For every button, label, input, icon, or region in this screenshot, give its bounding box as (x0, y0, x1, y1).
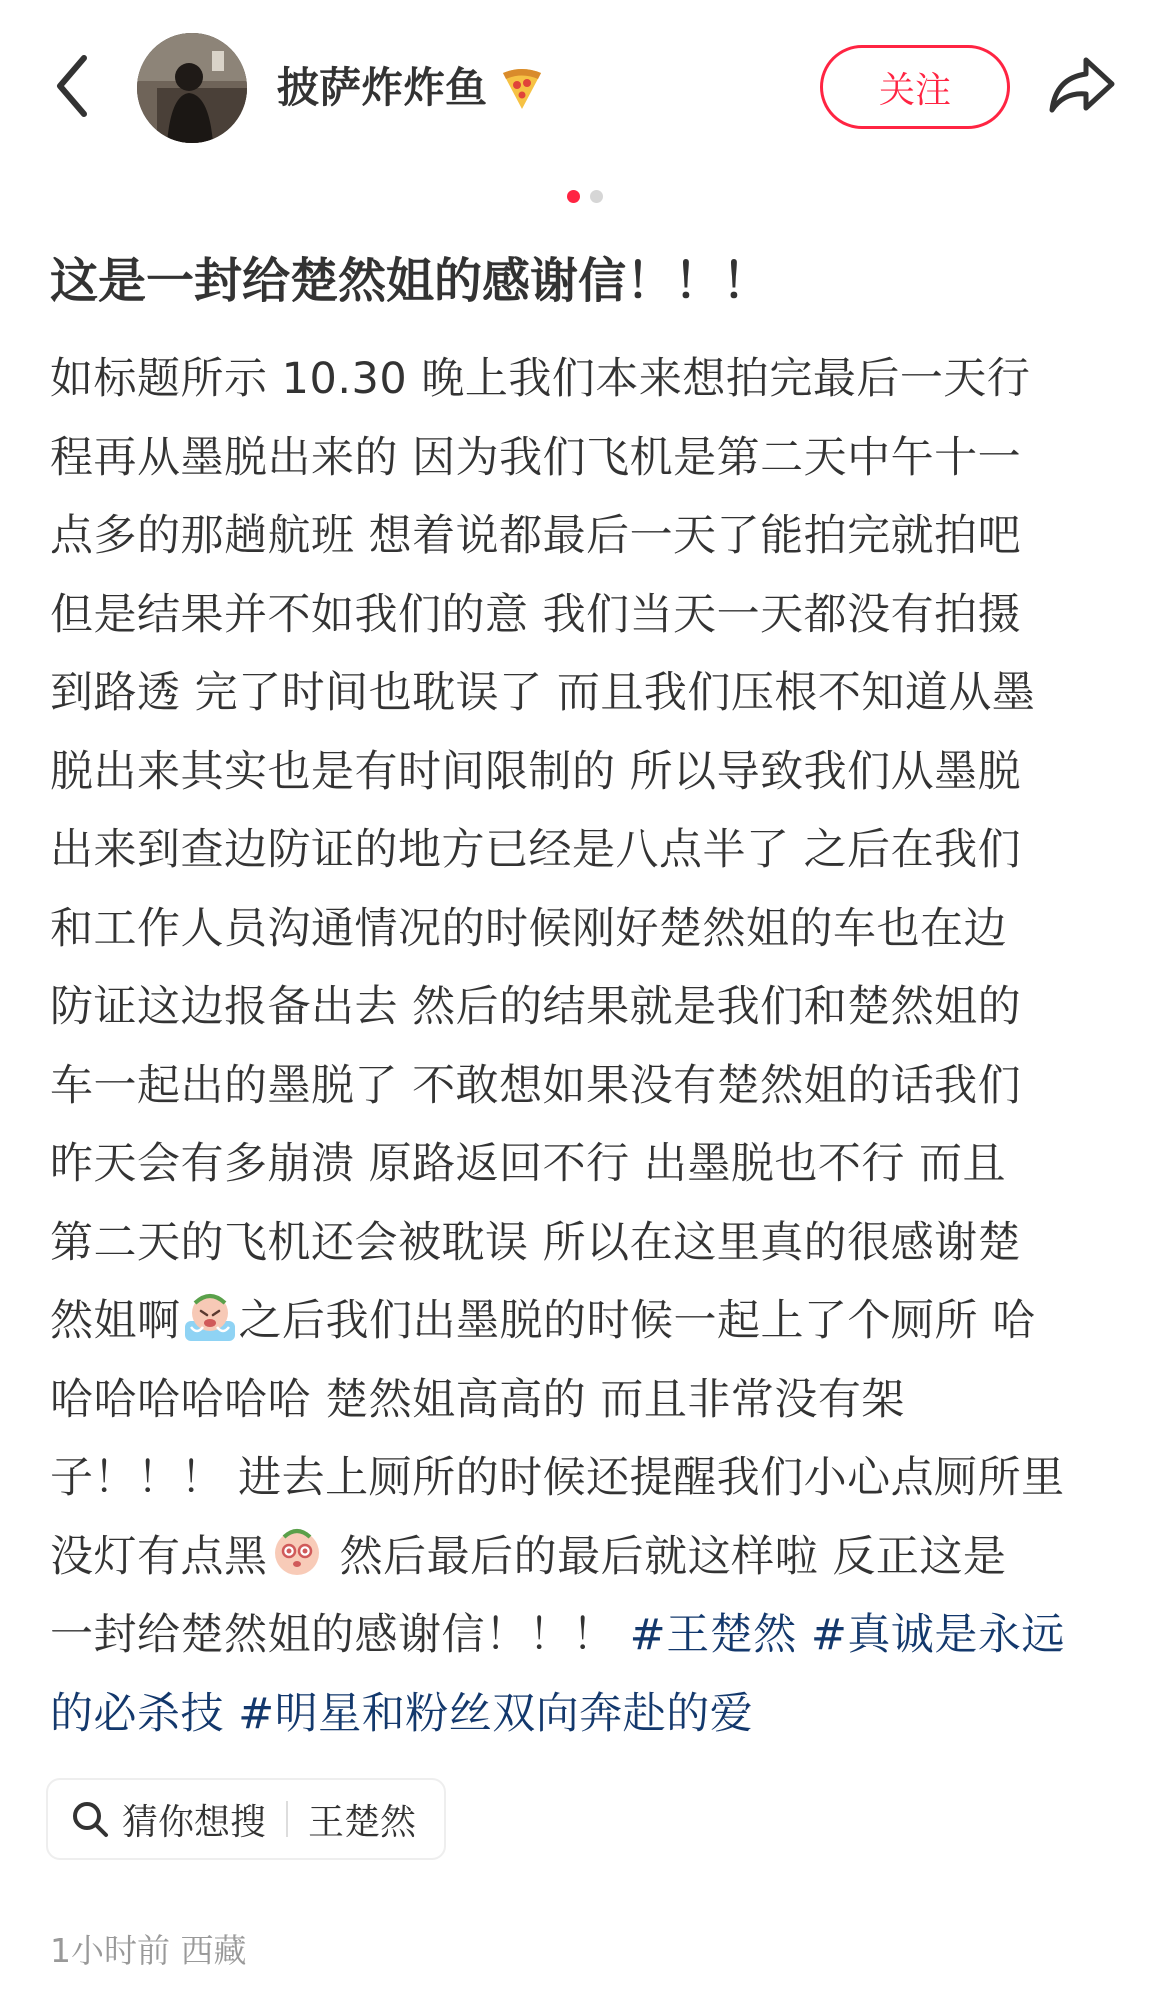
share-arrow-icon[interactable] (1046, 52, 1118, 118)
hashtag-link[interactable]: #明星和粉丝双向奔赴的爱 (238, 1688, 754, 1739)
body-line: 哈哈哈哈哈哈 楚然姐高高的 而且非常没有架 (50, 1374, 905, 1425)
divider (286, 1801, 288, 1837)
body-line: 点多的那趟航班 想着说都最后一天了能拍完就拍吧 (50, 511, 1022, 561)
post-title: 这是一封给楚然姐的感谢信！！！ (50, 253, 771, 309)
search-suggestion-keyword: 王楚然 (308, 1801, 417, 1843)
chevron-left-icon[interactable] (48, 50, 98, 122)
body-line: 子！！！ 进去上厕所的时候还提醒我们小心点厕所里 (50, 1453, 1065, 1503)
body-text: 没灯有点黑 (50, 1531, 268, 1582)
body-line: 昨天会有多崩溃 原路返回不行 出墨脱也不行 而且 (50, 1139, 1007, 1189)
body-line-with-emoji (50, 1518, 1130, 1597)
body-text: 然姐啊 (50, 1296, 181, 1346)
body-line: 到路透 完了时间也耽误了 而且我们压根不知道从墨 (50, 668, 1036, 718)
search-suggestion-label: 猜你想搜 (122, 1801, 267, 1843)
username-text: 披萨炸炸鱼 (277, 63, 488, 112)
body-line-with-tags (50, 1596, 1130, 1675)
avatar[interactable] (137, 33, 247, 143)
top-bar (0, 0, 1170, 180)
follow-button[interactable]: 关注 (820, 45, 1010, 129)
crying-emoji-icon (181, 1287, 239, 1345)
body-text: 然后最后的最后就这样啦 反正这是 (325, 1531, 1007, 1582)
body-line: 防证这边报备出去 然后的结果就是我们和楚然姐的 (50, 982, 1022, 1032)
sparkle-eyes-emoji-icon (268, 1523, 326, 1581)
search-icon (70, 1799, 110, 1839)
post-body (50, 340, 1130, 1753)
carousel-indicator (0, 190, 1170, 203)
body-line: 和工作人员沟通情况的时候刚好楚然姐的车也在边 (50, 903, 1007, 954)
hashtag-link[interactable]: #真诚是永远 (810, 1610, 1065, 1660)
body-line-with-emoji (50, 1282, 1130, 1361)
pizza-emoji-icon (497, 63, 547, 113)
body-line: 出来到查边防证的地方已经是八点半了 之后在我们 (50, 825, 1022, 875)
body-line: 如标题所示 10.30 晚上我们本来想拍完最后一天行 (50, 354, 1031, 404)
carousel-dot (590, 190, 603, 203)
hashtag-link[interactable]: #王楚然 (629, 1610, 797, 1660)
hashtag-link[interactable]: 的必杀技 (50, 1688, 224, 1739)
body-line: 第二天的飞机还会被耽误 所以在这里真的很感谢楚 (50, 1217, 1022, 1268)
username[interactable] (277, 60, 547, 116)
carousel-dot-active (567, 190, 580, 203)
body-text: 一封给楚然姐的感谢信！！！ (50, 1610, 630, 1660)
body-line: 但是结果并不如我们的意 我们当天一天都没有拍摄 (50, 589, 1022, 640)
body-line: 车一起出的墨脱了 不敢想如果没有楚然姐的话我们 (50, 1060, 1022, 1111)
body-text: 之后我们出墨脱的时候一起上了个厕所 哈 (238, 1296, 1036, 1346)
post-meta: 1小时前 西藏 (50, 1931, 247, 1970)
body-line-tags (50, 1675, 1130, 1754)
search-suggestion-chip[interactable] (46, 1778, 446, 1860)
body-line: 脱出来其实也是有时间限制的 所以导致我们从墨脱 (50, 746, 1022, 797)
body-line: 程再从墨脱出来的 因为我们飞机是第二天中午十一 (50, 432, 1022, 483)
